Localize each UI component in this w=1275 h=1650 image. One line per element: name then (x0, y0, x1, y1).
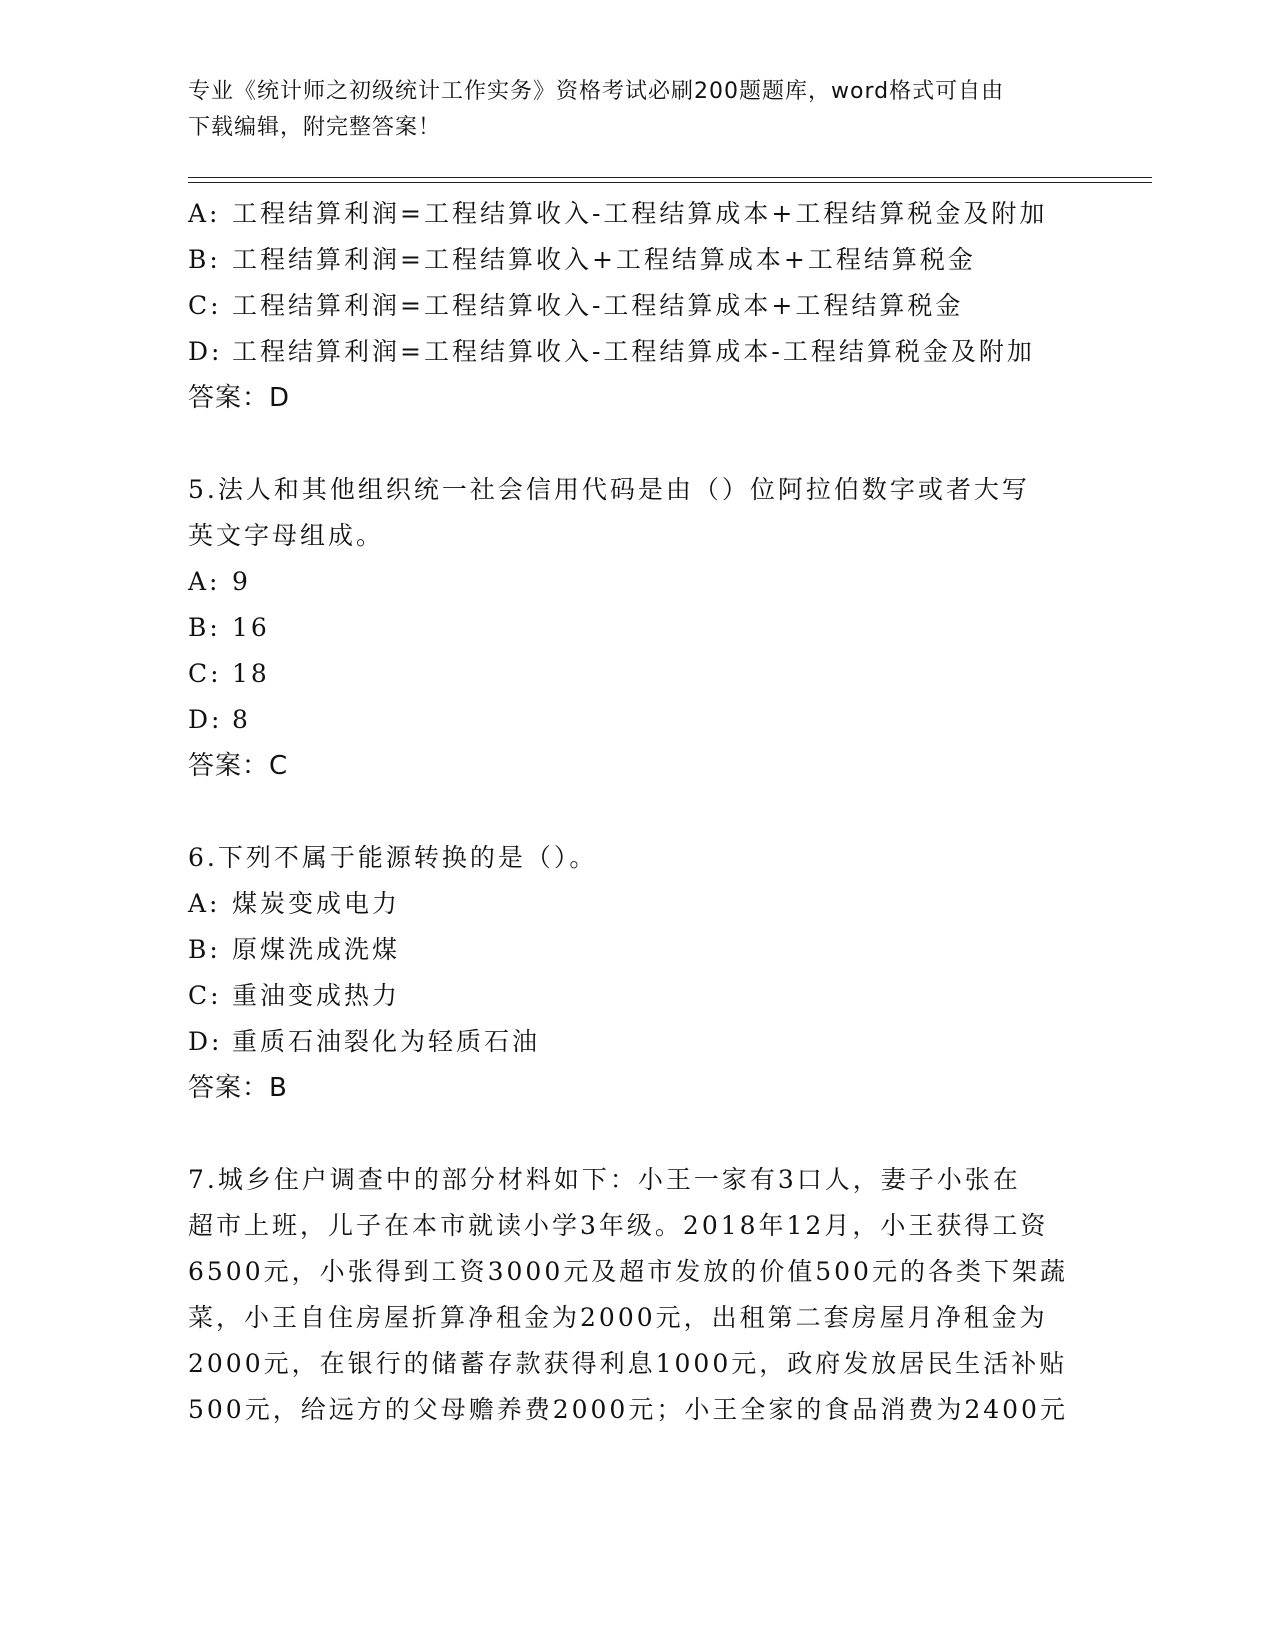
question-content (188, 191, 1088, 1433)
answer: 答案：C (188, 751, 289, 781)
option-text: 9 (232, 567, 251, 596)
spacer (188, 421, 1088, 467)
question-text-line: 5.法人和其他组织统一社会信用代码是由（）位阿拉伯数字或者大写 (188, 475, 1030, 504)
answer: 答案：B (188, 1073, 288, 1103)
question-6 (188, 835, 1088, 1111)
question-text-line: 2000元，在银行的储蓄存款获得利息1000元，政府发放居民生活补贴 (188, 1349, 1068, 1378)
question-text-line: 英文字母组成。 (188, 521, 385, 550)
option-a (188, 191, 1088, 237)
option-label: A: (188, 199, 221, 228)
option-label: B: (188, 245, 221, 274)
question-7 (188, 1157, 1088, 1433)
option-label: A: (188, 889, 221, 918)
header-rule-top (188, 177, 1152, 178)
question-text-line: 6.下列不属于能源转换的是（）。 (188, 843, 598, 872)
option-text: 煤炭变成电力 (232, 889, 401, 918)
option-text: 18 (232, 659, 270, 688)
option-b (188, 237, 1088, 283)
option-label: C: (188, 981, 222, 1010)
option-d (188, 1019, 1088, 1065)
option-label: D: (188, 337, 223, 366)
option-text: 重油变成热力 (232, 981, 401, 1010)
header-rule-bottom (188, 182, 1152, 183)
option-d (188, 329, 1088, 375)
option-label: D: (188, 1027, 223, 1056)
option-text: 8 (232, 705, 251, 734)
option-text: 工程结算利润=工程结算收入-工程结算成本+工程结算税金 (232, 291, 964, 320)
option-a (188, 881, 1088, 927)
header-line-2: 下载编辑，附完整答案！ (188, 115, 442, 140)
spacer (188, 789, 1088, 835)
option-a (188, 559, 1088, 605)
option-text: 16 (232, 613, 270, 642)
option-c (188, 283, 1088, 329)
question-text-line: 6500元，小张得到工资3000元及超市发放的价值500元的各类下架蔬 (188, 1257, 1068, 1286)
option-text: 工程结算利润=工程结算收入-工程结算成本+工程结算税金及附加 (232, 199, 1048, 228)
answer: 答案：D (188, 383, 291, 413)
spacer (188, 1111, 1088, 1157)
option-text: 原煤洗成洗煤 (232, 935, 401, 964)
option-text: 重质石油裂化为轻质石油 (232, 1027, 541, 1056)
header-line-1: 专业《统计师之初级统计工作实务》资格考试必刷200题题库，word格式可自由 (188, 79, 1005, 104)
option-label: C: (188, 291, 222, 320)
question-text-line: 超市上班，儿子在本市就读小学3年级。2018年12月，小王获得工资 (188, 1211, 1049, 1240)
option-label: B: (188, 935, 221, 964)
option-label: B: (188, 613, 221, 642)
option-d (188, 697, 1088, 743)
question-text-line: 7.城乡住户调查中的部分材料如下：小王一家有3口人，妻子小张在 (188, 1165, 1021, 1194)
document-header (188, 74, 1088, 146)
option-b (188, 605, 1088, 651)
question-text-line: 500元，给远方的父母赡养费2000元；小王全家的食品消费为2400元 (188, 1395, 1068, 1424)
question-4 (188, 191, 1088, 421)
question-text-line: 菜，小王自住房屋折算净租金为2000元，出租第二套房屋月净租金为 (188, 1303, 1048, 1332)
option-b (188, 927, 1088, 973)
question-5 (188, 467, 1088, 789)
option-text: 工程结算利润=工程结算收入-工程结算成本-工程结算税金及附加 (232, 337, 1035, 366)
option-c (188, 651, 1088, 697)
option-label: D: (188, 705, 223, 734)
option-label: A: (188, 567, 221, 596)
option-label: C: (188, 659, 222, 688)
option-text: 工程结算利润=工程结算收入+工程结算成本+工程结算税金 (232, 245, 976, 274)
option-c (188, 973, 1088, 1019)
